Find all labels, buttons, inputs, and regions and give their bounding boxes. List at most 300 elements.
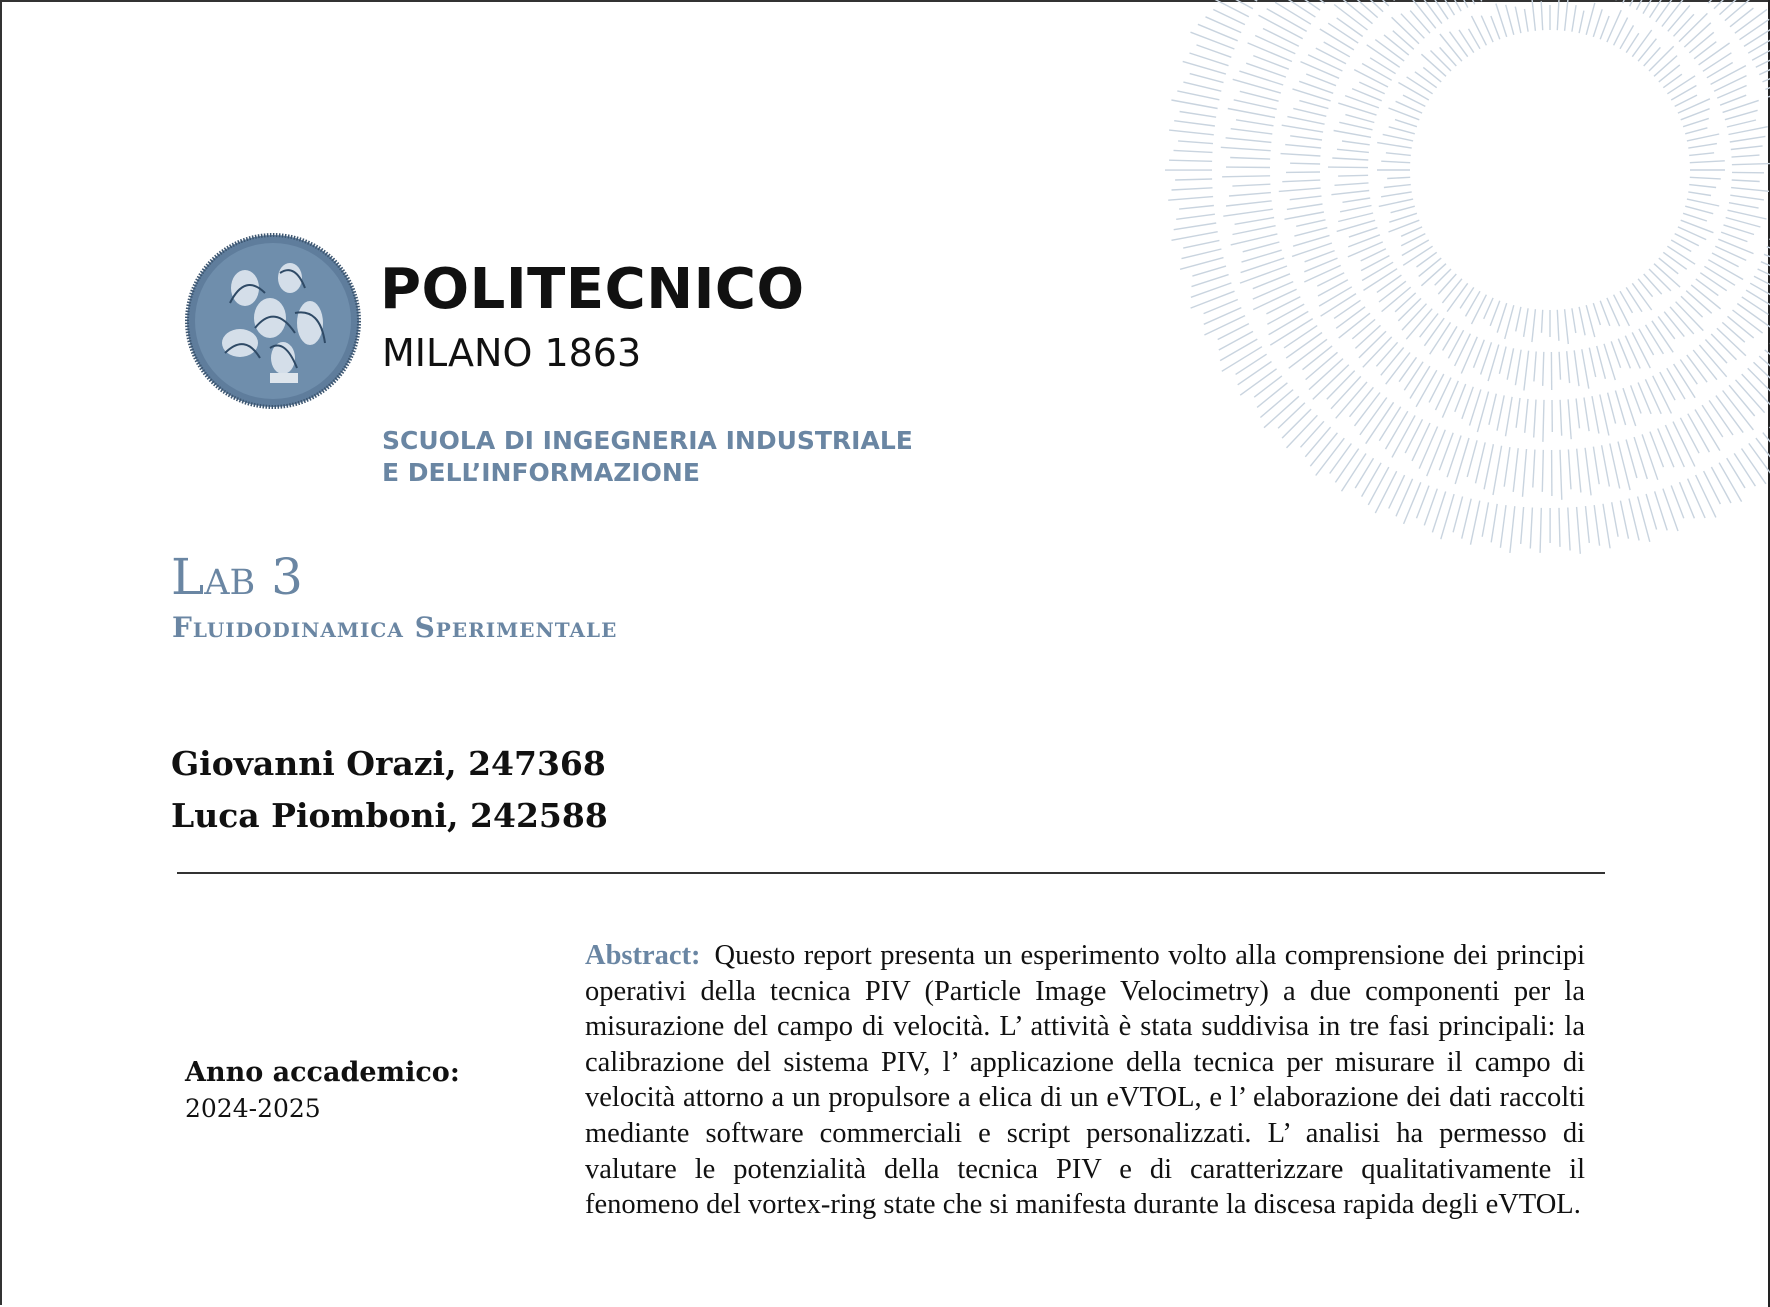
sunburst-ray (1523, 449, 1527, 497)
sunburst-ray (1376, 342, 1397, 366)
sunburst-ray (1652, 321, 1673, 353)
sunburst-ray (1689, 185, 1716, 188)
sunburst-ray (1349, 228, 1378, 238)
sunburst-ray (1222, 176, 1270, 177)
sunburst-ray (1363, 337, 1392, 367)
sunburst-ray (1285, 145, 1321, 148)
sunburst-ray (1721, 232, 1747, 242)
sunburst-ray (1172, 232, 1218, 241)
sunburst-ray (1235, 218, 1275, 225)
sunburst-ray (1287, 204, 1323, 209)
sunburst-ray (1407, 77, 1433, 94)
sunburst-ray (1662, 0, 1685, 27)
sunburst-ray (1731, 188, 1769, 192)
sunburst-ray (1500, 505, 1506, 548)
sunburst-ray (1568, 399, 1571, 439)
sunburst-ray (1632, 332, 1650, 368)
sunburst-ray (1462, 387, 1473, 419)
sunburst-ray (1560, 400, 1562, 436)
sunburst-ray (1175, 179, 1212, 180)
sunburst-ray (1654, 56, 1677, 77)
sunburst-ray (1593, 303, 1600, 325)
sunburst-ray (1737, 304, 1770, 328)
sunburst-ray (1263, 29, 1299, 47)
sunburst-ray (1355, 393, 1381, 426)
sunburst-ray (1453, 497, 1463, 533)
sunburst-ray (1377, 275, 1402, 292)
sunburst-ray (1725, 0, 1751, 21)
sunburst-ray (1364, 269, 1398, 291)
sunburst-ray (1174, 223, 1217, 230)
sunburst-ray (1688, 192, 1711, 196)
school-line-2: E DELL’INFORMAZIONE (382, 458, 700, 487)
sunburst-ray (1421, 0, 1442, 24)
sunburst-ray (1718, 239, 1753, 253)
sunburst-ray (1667, 368, 1685, 399)
sunburst-ray (1671, 486, 1684, 519)
sunburst-ray (1474, 340, 1485, 368)
sunburst-ray (1285, 212, 1324, 219)
sunburst-ray (1253, 282, 1293, 300)
sunburst-ray (1379, 199, 1413, 206)
sunburst-ray (1671, 240, 1691, 252)
sunburst-ray (1524, 351, 1529, 391)
sunburst-ray (1168, 197, 1213, 201)
sunburst-ray (1392, 17, 1419, 43)
sunburst-ray (1676, 302, 1704, 331)
sunburst-ray (1192, 275, 1229, 287)
sunburst-ray (1290, 163, 1320, 164)
sunburst-ray (1560, 450, 1562, 500)
sunburst-ray (1597, 346, 1606, 379)
sunburst-ray (1334, 5, 1367, 31)
sunburst-ray (1688, 144, 1717, 149)
sunburst-ray (1424, 318, 1444, 346)
sunburst-ray (1586, 3, 1595, 35)
sunburst-ray (1592, 396, 1599, 433)
sunburst-ray (1367, 45, 1400, 68)
sunburst-ray (1238, 362, 1272, 385)
sunburst-ray (1386, 411, 1408, 449)
sunburst-ray (1396, 479, 1413, 517)
sunburst-ray (1643, 0, 1661, 14)
sunburst-ray (1681, 296, 1703, 317)
sunburst-ray (1688, 414, 1710, 452)
author-1: Giovanni Orazi, 247368 (171, 744, 606, 783)
sunburst-ray (1226, 138, 1272, 143)
sunburst-ray (1375, 471, 1396, 513)
sunburst-ray (1401, 227, 1422, 236)
sunburst-ray (1382, 287, 1411, 312)
sunburst-ray (1644, 274, 1662, 294)
sunburst-ray (1267, 304, 1304, 324)
sunburst-ray (1719, 463, 1742, 502)
sunburst-ray (1714, 76, 1746, 92)
sunburst-ray (1665, 425, 1684, 467)
sunburst-ray (1359, 331, 1386, 358)
sunburst-ray (1593, 9, 1602, 37)
sunburst-ray (1319, 287, 1352, 306)
sunburst-ray (1516, 307, 1521, 332)
sunburst-ray (1174, 121, 1215, 126)
sunburst-ray (1354, 70, 1388, 87)
sunburst-ray (1240, 266, 1287, 283)
sunburst-ray (1667, 76, 1695, 94)
politecnico-seal-icon (185, 233, 361, 409)
sunburst-ray (1467, 440, 1477, 477)
sunburst-ray (1516, 398, 1520, 428)
sunburst-ray (1179, 206, 1214, 210)
sunburst-ray (1306, 352, 1338, 379)
sunburst-ray (1688, 479, 1706, 518)
sunburst-ray (1482, 502, 1488, 536)
sunburst-ray (1255, 36, 1295, 54)
sunburst-ray (1631, 385, 1642, 413)
sunburst-ray (1284, 326, 1317, 348)
sunburst-ray (1405, 419, 1422, 453)
sunburst-ray (1709, 400, 1733, 435)
sunburst-ray (1687, 199, 1719, 206)
sunburst-ray (1515, 7, 1521, 33)
sunburst-ray (1472, 295, 1487, 324)
sunburst-ray (1541, 1, 1543, 30)
sunburst-ray (1197, 45, 1232, 57)
sunburst-ray (1455, 334, 1471, 366)
sunburst-ray (1589, 348, 1595, 377)
sunburst-ray (1183, 240, 1219, 248)
sunburst-ray (1736, 380, 1765, 413)
sunburst-ray (1711, 467, 1731, 503)
sunburst-ray (1379, 407, 1400, 441)
sunburst-ray (1406, 309, 1432, 340)
sunburst-ray (1691, 285, 1720, 309)
sunburst-ray (1257, 383, 1287, 408)
sunburst-ray (1461, 337, 1477, 374)
sunburst-ray (1440, 0, 1455, 15)
sunburst-ray (1387, 177, 1410, 178)
sunburst-ray (1582, 349, 1589, 388)
sunburst-ray (1335, 183, 1369, 185)
sunburst-ray (1685, 206, 1713, 214)
sunburst-ray (1730, 136, 1766, 142)
sunburst-ray (1225, 0, 1257, 1)
sunburst-ray (1404, 482, 1421, 524)
author-list (171, 738, 608, 842)
sunburst-ray (1370, 58, 1396, 74)
sunburst-ray (1334, 131, 1371, 138)
sunburst-ray (1169, 130, 1214, 135)
sunburst-ray (1309, 359, 1343, 390)
sunburst-ray (1310, 433, 1337, 466)
sunburst-ray (1685, 128, 1707, 134)
brand-city: MILANO 1863 (382, 331, 642, 375)
sunburst-ray (1750, 283, 1770, 303)
sunburst-ray (1607, 10, 1621, 42)
sunburst-ray (1586, 506, 1590, 543)
sunburst-ray (1287, 415, 1318, 448)
sunburst-ray (1240, 369, 1276, 395)
sunburst-ray (1355, 458, 1373, 488)
sunburst-ray (1679, 13, 1707, 41)
sunburst-ray (1742, 449, 1766, 484)
sunburst-ray (1332, 158, 1368, 160)
sunburst-ray (1668, 5, 1690, 31)
sunburst-ray (1336, 307, 1365, 329)
sunburst-ray (1402, 304, 1427, 330)
sunburst-ray (1732, 164, 1770, 165)
sunburst-ray (1412, 423, 1430, 461)
sunburst-ray (1282, 125, 1323, 132)
sunburst-ray (1320, 29, 1354, 50)
sunburst-ray (1279, 188, 1321, 191)
school-name (382, 425, 913, 489)
sunburst-ray (1472, 16, 1487, 45)
sunburst-ray (1419, 427, 1437, 469)
sunburst-ray (1505, 305, 1514, 339)
author-2: Luca Piomboni, 242588 (171, 796, 608, 835)
sunburst-ray (1362, 463, 1382, 497)
sunburst-ray (1391, 206, 1415, 213)
sunburst-ray (1623, 0, 1637, 3)
sunburst-ray (1717, 328, 1746, 356)
sunburst-ray (1294, 228, 1327, 237)
sunburst-ray (1220, 339, 1257, 361)
brand-name: POLITECNICO (380, 257, 805, 322)
sunburst-ray (1694, 42, 1716, 59)
sunburst-ray (1254, 376, 1282, 397)
sunburst-ray (1178, 141, 1213, 144)
sunburst-ray (1684, 23, 1711, 47)
sunburst-ray (1543, 400, 1544, 442)
sunburst-ray (1729, 127, 1768, 135)
sunburst-ray (1572, 308, 1576, 333)
sunburst-ray (1521, 507, 1524, 544)
sunburst-ray (1727, 458, 1745, 488)
sunburst-ray (1629, 499, 1639, 541)
sunburst-ray (1395, 293, 1416, 312)
sunburst-ray (1286, 333, 1322, 359)
sunburst-ray (1543, 352, 1544, 386)
sunburst-ray (1321, 294, 1356, 317)
sunburst-ray (1742, 297, 1769, 315)
sunburst-ray (1490, 301, 1500, 326)
sunburst-ray (1169, 160, 1212, 161)
sunburst-ray (1689, 153, 1714, 156)
sunburst-ray (1448, 330, 1463, 358)
sunburst-ray (1337, 149, 1369, 152)
sunburst-ray (1243, 242, 1280, 252)
sunburst-ray (1386, 353, 1410, 385)
sunburst-ray (1190, 74, 1224, 83)
sunburst-ray (1704, 266, 1735, 285)
sunburst-ray (1328, 23, 1358, 43)
sunburst-ray (1695, 410, 1720, 451)
sunburst-ray (1729, 385, 1755, 416)
sunburst-ray (1728, 210, 1767, 219)
sunburst-ray (1343, 198, 1371, 202)
sunburst-ray (1744, 29, 1770, 46)
sunburst-ray (1386, 153, 1411, 156)
sunburst-ray (1430, 322, 1451, 354)
sunburst-ray (1568, 508, 1570, 551)
sunburst-ray (1275, 2, 1311, 24)
sunburst-ray (1577, 449, 1581, 493)
sunburst-ray (1488, 345, 1499, 382)
abstract-text: Questo report presenta un esperimento volto alla comprensione dei principi operativi della tecnica PIV (Particle Image Velocimetry) a due componenti per la misurazione del campo di velocità. L’ attività è stata suddivisa in tre fasi principali: la calibrazione del sistema PIV, l’ applicazione della tecnica per misurare il campo di velocità attorno a un propulsore a elica di un eVTOL, e l’ elaborazione dei dati raccolti mediante software commerciali e script personalizzati. L’ analisi ha permesso di valutare le potenzialità della tecnica PIV e di caratterizzare qualitativamente il fenomeno del vortex-ring state che si manifesta durante la discesa rapida degli eVTOL. (585, 940, 1585, 1221)
sunburst-ray (1316, 438, 1345, 475)
sunburst-ray (1342, 141, 1370, 145)
sunburst-ray (1381, 348, 1404, 376)
sunburst-ray (1703, 53, 1732, 72)
sunburst-ray (1389, 213, 1417, 222)
sunburst-ray (1748, 32, 1770, 53)
sunburst-ray (1499, 347, 1506, 374)
sunburst-ray (1191, 291, 1235, 308)
sunburst-ray (1693, 350, 1717, 380)
sunburst-ray (1614, 295, 1630, 326)
sunburst-ray (1401, 14, 1425, 39)
abstract-label: Abstract: (585, 940, 701, 971)
sunburst-ray (1584, 398, 1589, 432)
sunburst-ray (1174, 150, 1213, 152)
sunburst-ray (1469, 29, 1481, 49)
sunburst-ray (1730, 8, 1753, 27)
sunburst-ray (1615, 391, 1625, 426)
sunburst-ray (1226, 201, 1272, 206)
sunburst-ray (1687, 355, 1707, 382)
sunburst-ray (1228, 109, 1275, 118)
sunburst-ray (1645, 379, 1661, 414)
sunburst-ray (1610, 444, 1620, 489)
sunburst-ray (1728, 316, 1754, 338)
sunburst-ray (1763, 67, 1770, 82)
sunburst-ray (1532, 0, 1536, 31)
sunburst-ray (1182, 249, 1222, 259)
sunburst-ray (1725, 110, 1758, 119)
sunburst-ray (1395, 120, 1417, 127)
sunburst-ray (1384, 35, 1409, 55)
academic-year-label: Anno accademico: (185, 1057, 460, 1088)
sunburst-ray (1670, 307, 1694, 334)
sunburst-ray (1345, 115, 1374, 123)
sunburst-ray (1381, 192, 1412, 197)
sunburst-ray (1663, 252, 1686, 269)
sunburst-ray (1267, 9, 1307, 32)
sunburst-ray (1506, 397, 1513, 436)
sunburst-ray (1524, 308, 1529, 337)
sunburst-ray (1481, 342, 1492, 374)
sunburst-ray (1491, 504, 1497, 543)
sunburst-ray (1431, 51, 1452, 72)
sunburst-ray (1748, 368, 1770, 395)
sunburst-ray (1506, 5, 1514, 35)
sunburst-ray (1732, 155, 1760, 157)
school-line-1: SCUOLA DI INGEGNERIA INDUSTRIALE (382, 426, 913, 455)
sunburst-ray (1361, 256, 1389, 271)
sunburst-ray (1198, 24, 1238, 41)
sunburst-ray (1568, 449, 1571, 489)
sunburst-ray (1421, 54, 1446, 76)
sunburst-ray (1600, 395, 1609, 436)
sunburst-ray (1177, 91, 1219, 100)
sunburst-ray (1574, 350, 1579, 386)
sunburst-ray (1299, 101, 1328, 109)
sunburst-ray (1352, 319, 1375, 339)
sunburst-ray (1540, 508, 1541, 553)
sunburst-ray (1515, 350, 1521, 386)
sunburst-ray (1754, 276, 1770, 290)
sunburst-ray (1577, 507, 1581, 554)
sunburst-ray (1674, 14, 1694, 36)
sunburst-ray (1730, 195, 1764, 200)
sunburst-ray (1335, 449, 1358, 483)
sunburst-ray (1266, 297, 1300, 314)
sunburst-ray (1525, 399, 1528, 433)
sunburst-ray (1579, 11, 1584, 33)
sunburst-ray (1338, 175, 1368, 176)
sunburst-ray (1183, 82, 1221, 91)
sunburst-ray (1722, 322, 1745, 342)
sunburst-ray (1404, 362, 1423, 390)
sunburst-ray (1579, 307, 1585, 335)
sunburst-ray (1649, 46, 1674, 71)
sunburst-ray (1209, 0, 1249, 17)
sunburst-ray (1398, 298, 1421, 321)
sunburst-ray (1733, 310, 1763, 333)
sunburst-ray (1236, 354, 1267, 374)
sunburst-ray (1402, 240, 1429, 256)
sunburst-ray (1334, 300, 1360, 318)
sunburst-ray (1415, 72, 1437, 88)
sunburst-ray (1462, 499, 1472, 539)
sunburst-ray (1611, 341, 1620, 367)
sunburst-ray (1411, 0, 1436, 28)
sunburst-ray (1308, 55, 1342, 71)
sunburst-ray (1442, 381, 1458, 418)
sunburst-ray (1236, 120, 1274, 126)
sunburst-ray (1171, 100, 1217, 109)
sunburst-ray (1542, 450, 1543, 492)
sunburst-ray (1532, 309, 1536, 342)
sunburst-ray (1653, 376, 1672, 414)
sunburst-decoration (1160, 0, 1770, 560)
sunburst-ray (1720, 95, 1746, 105)
sunburst-ray (1191, 32, 1235, 49)
sunburst-ray (1484, 444, 1493, 489)
sunburst-ray (1339, 122, 1372, 130)
sunburst-ray (1534, 352, 1536, 382)
sunburst-ray (1392, 415, 1415, 457)
sunburst-ray (1686, 291, 1712, 314)
sunburst-ray (1328, 167, 1368, 168)
sunburst-ray (1740, 19, 1770, 39)
sunburst-ray (1436, 378, 1452, 411)
sunburst-ray (1379, 281, 1406, 302)
sunburst-ray (1316, 48, 1346, 64)
sunburst-ray (1337, 18, 1363, 37)
sunburst-ray (1680, 418, 1699, 453)
sunburst-ray (1559, 352, 1560, 380)
sunburst-ray (1626, 440, 1637, 479)
sunburst-ray (1476, 442, 1486, 483)
sunburst-ray (1696, 475, 1716, 517)
sunburst-ray (1269, 311, 1309, 334)
sunburst-ray (1497, 303, 1507, 333)
sunburst-ray (1259, 15, 1303, 39)
sunburst-ray (1290, 136, 1322, 140)
sunburst-ray (1477, 392, 1488, 433)
sunburst-ray (1731, 146, 1763, 150)
